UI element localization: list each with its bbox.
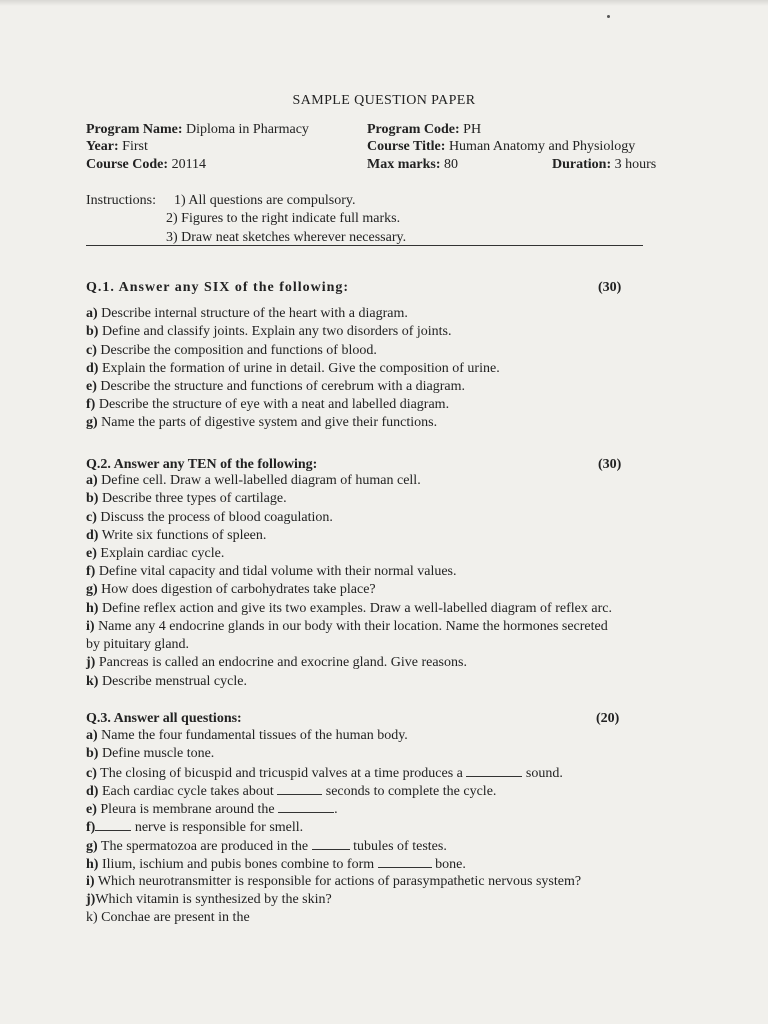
- q1-marks: (30): [598, 280, 622, 295]
- q1-item-c: c) Describe the composition and functions of blood.: [86, 343, 377, 358]
- max-marks-line: Max marks: 80: [367, 157, 458, 172]
- scan-speck: [607, 15, 610, 18]
- q3-marks: (20): [596, 711, 620, 726]
- fill-in-blank: [378, 855, 432, 868]
- q2-item-d: d) Write six functions of spleen.: [86, 528, 267, 543]
- fill-in-blank: [278, 800, 334, 813]
- program-name-value: Diploma in Pharmacy: [186, 122, 309, 137]
- max-marks-value: 80: [444, 157, 458, 172]
- q1-item-g: g) Name the parts of digestive system and give their functions.: [86, 415, 438, 430]
- q2-item-h: h) Define reflex action and give its two examples. Draw a well-labelled diagram of reflex arc.: [86, 601, 612, 616]
- q2-item-i-continued: by pituitary gland.: [86, 637, 190, 652]
- course-title-line: Course Title: Human Anatomy and Physiology: [367, 139, 636, 154]
- duration-line: Duration: 3 hours: [552, 157, 657, 172]
- year-label: Year: [86, 139, 114, 154]
- q3-item-f: f) nerve is responsible for smell.: [86, 820, 304, 835]
- q3-item-e: e) Pleura is membrane around the .: [86, 802, 338, 817]
- q2-item-c: c) Discuss the process of blood coagulation.: [86, 510, 333, 525]
- program-code-line: Program Code: PH: [367, 122, 482, 137]
- instruction-item: 1) All questions are compulsory.: [174, 193, 356, 208]
- q1-item-f: f) Describe the structure of eye with a neat and labelled diagram.: [86, 397, 450, 412]
- fill-in-blank: [95, 818, 131, 831]
- q3-item-i: i) Which neurotransmitter is responsible for actions of parasympathetic nervous system?: [86, 874, 582, 889]
- duration-value: 3 hours: [614, 157, 657, 172]
- paper-title: SAMPLE QUESTION PAPER: [292, 93, 476, 108]
- q2-item-k: k) Describe menstrual cycle.: [86, 674, 247, 689]
- q1-item-b: b) Define and classify joints. Explain any two disorders of joints.: [86, 324, 452, 339]
- q1-heading: Q.1. Answer any SIX of the following:: [86, 280, 350, 295]
- q3-item-g: g) The spermatozoa are produced in the tubules of testes.: [86, 839, 447, 854]
- q3-item-b: b) Define muscle tone.: [86, 746, 215, 761]
- scan-edge: [0, 0, 768, 6]
- q2-heading: Q.2. Answer any TEN of the following:: [86, 457, 318, 472]
- max-marks-label: Max marks: [367, 157, 436, 172]
- course-title-label: Course Title: [367, 139, 441, 154]
- q1-item-a: a) Describe internal structure of the heart with a diagram.: [86, 306, 408, 321]
- fill-in-blank: [277, 782, 322, 795]
- instruction-item: 3) Draw neat sketches wherever necessary.: [166, 230, 407, 245]
- q2-item-a: a) Define cell. Draw a well-labelled diagram of human cell.: [86, 473, 421, 488]
- q3-heading: Q.3. Answer all questions:: [86, 711, 242, 726]
- q3-item-d: d) Each cardiac cycle takes about seconds to complete the cycle.: [86, 784, 497, 799]
- program-code-label: Program Code: [367, 122, 455, 137]
- instructions-label: Instructions:: [86, 193, 156, 208]
- q2-item-b: b) Describe three types of cartilage.: [86, 491, 287, 506]
- q1-item-d: d) Explain the formation of urine in detail. Give the composition of urine.: [86, 361, 500, 376]
- q3-item-j: j)Which vitamin is synthesized by the skin?: [86, 892, 332, 907]
- program-name-line: Program Name: Diploma in Pharmacy: [86, 122, 309, 137]
- q3-item-h: h) Ilium, ischium and pubis bones combine to form bone.: [86, 857, 466, 872]
- program-code-value: PH: [463, 122, 482, 137]
- q3-item-c: c) The closing of bicuspid and tricuspid valves at a time produces a sound.: [86, 766, 563, 781]
- q2-item-i: i) Name any 4 endocrine glands in our body with their location. Name the hormones secreted: [86, 619, 608, 634]
- duration-label: Duration: [552, 157, 607, 172]
- q3-item-k: k) Conchae are present in the: [86, 910, 250, 925]
- year-line: Year: First: [86, 139, 148, 154]
- fill-in-blank: [466, 764, 522, 777]
- section-divider: [86, 245, 643, 246]
- year-value: First: [122, 139, 148, 154]
- course-title-value: Human Anatomy and Physiology: [448, 139, 636, 154]
- instruction-item: 2) Figures to the right indicate full marks.: [166, 211, 401, 226]
- program-name-label: Program Name: [86, 122, 178, 137]
- q2-item-j: j) Pancreas is called an endocrine and exocrine gland. Give reasons.: [86, 655, 467, 670]
- q2-item-e: e) Explain cardiac cycle.: [86, 546, 225, 561]
- course-code-line: Course Code: 20114: [86, 157, 207, 172]
- q2-item-f: f) Define vital capacity and tidal volume with their normal values.: [86, 564, 457, 579]
- q2-marks: (30): [598, 457, 622, 472]
- course-code-label: Course Code: [86, 157, 164, 172]
- course-code-value: 20114: [171, 157, 207, 172]
- q1-item-e: e) Describe the structure and functions of cerebrum with a diagram.: [86, 379, 466, 394]
- q3-item-a: a) Name the four fundamental tissues of the human body.: [86, 728, 408, 743]
- q2-item-g: g) How does digestion of carbohydrates take place?: [86, 582, 376, 597]
- fill-in-blank: [312, 837, 350, 850]
